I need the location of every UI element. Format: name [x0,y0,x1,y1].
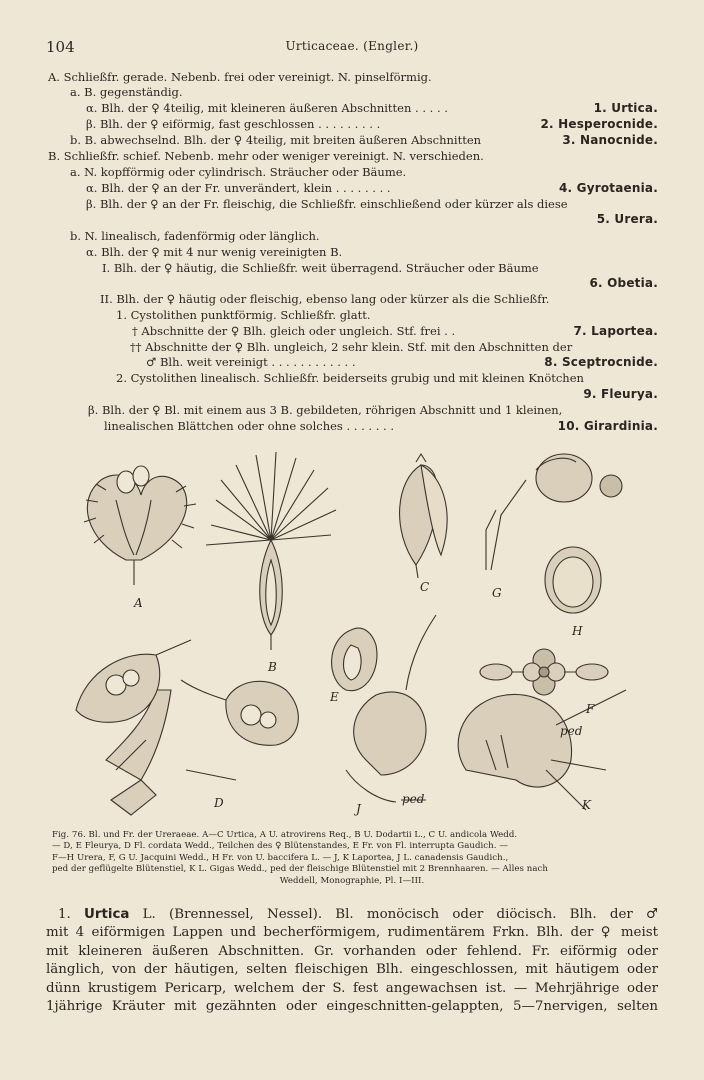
genus-name: 1. Urtica. [593,101,658,115]
caption-line: Weddell, Monographie, Pl. I—III. [279,875,425,886]
figure-label-f: F [586,702,595,716]
key-line: † Abschnitte der ♀ Blh. gleich oder ungleich. Stf. frei . . 7. Laportea. [132,324,658,338]
genus-name: 4. Gyrotaenia. [558,181,658,195]
key-line: b. N. linealisch, fadenförmig oder länglich. [70,229,320,243]
caption-line: ped der geflügelte Blütenstiel, K L. Gigas Wedd., ped der fleischige Blütenstiel mit 2 Brennhaaren. — Alles nach [52,864,548,875]
figure-label-g: G [492,586,502,600]
figure-label-k: K [582,798,591,812]
key-line: β. Blh. der ♀ an der Fr. fleischig, die Schließfr. einschließend oder kürzer als diese [86,197,568,211]
genus-name: 3. Nanocnide. [562,133,658,147]
key-line: B. Schließfr. schief. Nebenb. mehr oder weniger vereinigt. N. verschieden. [48,149,484,163]
illustration-a [84,466,196,585]
figure-label-e: E [330,690,339,704]
key-line: 1. Cystolithen punktförmig. Schließfr. glatt. [116,308,371,322]
key-line [102,276,658,291]
illustration-c [400,454,448,578]
illustration-h [545,547,601,613]
key-line: α. Blh. der ♀ an der Fr. unverändert, klein . . . . . . . . 4. Gyrotaenia. [86,181,658,195]
figure-label-j: J [356,802,361,816]
illustration-f [480,649,608,695]
figure-label-h: H [572,624,583,638]
genus-name: 9. Fleurya. [583,387,658,401]
page-header [46,38,658,54]
genus-name: 6. Obetia. [589,276,658,290]
body-line: länglich, von der häutigen, selten fleischigen Blh. eingeschlossen, mit häutigem oder [46,962,658,978]
illustration-g [486,454,622,570]
genus-name: 5. Urera. [596,212,658,226]
running-title: Urticaceae. (Engler.) [285,39,419,53]
key-line: I. Blh. der ♀ häutig, die Schließfr. weit überragend. Sträucher oder Bäume [102,261,539,275]
figure-label-b: B [268,660,277,674]
figure-label-c: C [420,580,430,594]
figure-label-ped-j: ped [402,792,425,806]
caption-line: — D, E Fleurya, D Fl. cordata Wedd., Teilchen des ♀ Blütenstandes, E Fr. von Fl. interrupta Gaudich. — [52,841,508,852]
figure-label-a: A [134,596,143,610]
caption-line: Fig. 76. Bl. und Fr. der Ureraeae. A—C Urtica, A U. atrovirens Req., B U. Dodartii L., C U. andicola Wedd. [52,830,518,840]
illustration-k [458,690,626,810]
caption-line: F—H Urera, F, G U. Jacquini Wedd., H Fr. von U. baccifera L. — J, K Laportea, J L. canadensis Gaudich., [52,852,509,863]
key-line [116,387,658,402]
key-line: 2. Cystolithen linealisch. Schließfr. beiderseits grubig und mit kleinen Knötchen [116,371,584,385]
body-line: mit 4 eiförmigen Lappen und becherförmigem, rudimentärem Frkn. Blh. der ♀ meist [46,925,658,941]
figure-illustrations [46,440,656,828]
key-line: ♂ Blh. weit vereinigt . . . . . . . . . . . . 8. Sceptrocnide. [146,355,658,369]
key-line: b. B. abwechselnd. Blh. der ♀ 4teilig, mit breiten äußeren Abschnitten 3. Nanocnide. [70,133,658,147]
figure-label-d: D [214,796,224,810]
key-line: a. B. gegenständig. [70,85,183,99]
key-line: A. Schließfr. gerade. Nebenb. frei oder vereinigt. N. pinselförmig. [48,70,432,84]
genus-name: 10. Girardinia. [557,419,658,433]
key-line: β. Blh. der ♀ eiförmig, fast geschlossen . . . . . . . . . 2. Hesperocnide. [86,117,658,131]
genus-name: 2. Hesperocnide. [540,117,658,131]
body-line: dünn krustigem Pericarp, welchem der S. fest angewachsen ist. — Mehrjährige oder [46,980,658,996]
genus-name: 7. Laportea. [573,324,658,338]
page-number: 104 [46,38,75,56]
key-line: †† Abschnitte der ♀ Blh. ungleich, 2 sehr klein. Stf. mit den Abschnitten der [130,340,573,354]
key-line: a. N. kopfförmig oder cylindrisch. Sträucher oder Bäume. [70,165,407,179]
botanical-figure [46,440,656,828]
illustration-d [76,640,298,815]
illustration-e [332,628,377,691]
key-line: linealischen Blättchen oder ohne solches . . . . . . . 10. Girardinia. [104,419,658,433]
figure-label-ped-k: ped [560,724,583,738]
genus-title: Urtica [84,907,130,922]
genus-name: 8. Sceptrocnide. [544,355,658,369]
body-line: 1jährige Kräuter mit gezähnten oder eingeschnitten-gelappten, 5—7nervigen, selten [46,999,658,1015]
body-line: 1. Urtica L. (Brennessel, Nessel). Bl. monöcisch oder diöcisch. Blh. der ♂ [58,907,658,922]
key-line: α. Blh. der ♀ mit 4 nur wenig vereinigten B. [86,245,343,259]
genus-description [46,906,658,1016]
key-line: β. Blh. der ♀ Bl. mit einem aus 3 B. gebildeten, röhrigen Abschnitt und 1 kleinen, [88,403,563,417]
key-line [86,212,658,227]
body-line: mit kleineren äußeren Abschnitten. Gr. vorhanden oder fehlend. Fr. eiförmig oder [46,943,658,959]
key-line: II. Blh. der ♀ häutig oder fleischig, ebenso lang oder kürzer als die Schließfr. [100,292,550,306]
key-line: α. Blh. der ♀ 4teilig, mit kleineren äußeren Abschnitten . . . . . 1. Urtica. [86,101,658,115]
illustration-b [206,452,336,650]
figure-caption [52,830,652,887]
